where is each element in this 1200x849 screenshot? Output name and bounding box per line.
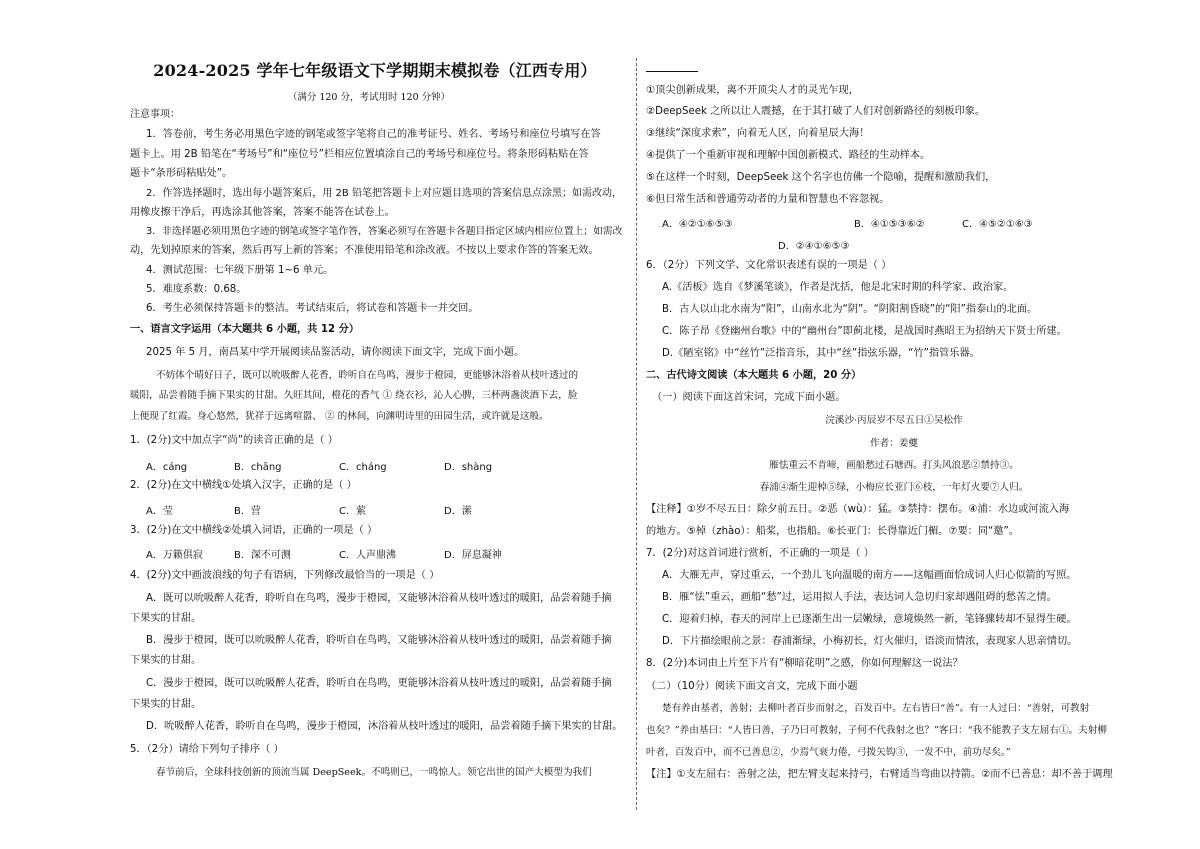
sentence-item: ①顶尖创新成果，离不开顶尖人才的灵光乍现， [646,85,859,96]
annotation-line: 【注释】①岁不尽五日：除夕前五日。②恶（wù）：猛。③禁持：摆布。④浦：水边或河流入海 [646,504,1070,515]
option[interactable]: A．大雁无声，穿过重云，一个劲儿飞向温暖的南方——这幅画面恰成词人归心似箭的写照。 [662,570,1077,581]
annotation-line: 【注】①支左屈右：善射之法，把左臂支起来持弓，右臂适当弯曲以持箭。②而不已善息：却不善于调理 [646,769,1113,780]
option[interactable]: A．莹 [146,506,173,517]
part-heading: （二）（10分）阅读下面文言文，完成下面小题 [646,681,858,692]
option[interactable]: A．万籁俱寂 [146,550,203,561]
option-cont: 下果实的甘甜。 [130,613,202,624]
sentence-item: ③继续“深度求索”，向着无人区，向着星辰大海！ [646,128,870,139]
notice-line: 题卡“条形码粘贴处”。 [130,168,233,179]
notice-line: 用橡皮擦干净后，再选涂其他答案，答案不能答在试卷上。 [130,207,395,218]
option[interactable]: B．雁“怯”重云，画船“愁”过，运用拟人手法，表达词人急切归家却遇阻碍的愁苦之情。 [662,592,1057,603]
poem-author: 作者：姜夔 [870,438,918,449]
option[interactable]: B．④①⑤③⑥② [854,219,925,230]
option[interactable]: D．shàng [444,462,493,473]
notice-line: 3．非选择题必须用黑色字迹的钢笔或签字笔作答，答案必须写在答题卡各题目指定区域内相应位置上；如需改 [146,226,623,237]
option[interactable]: B．古人以山北水南为“阳”，山南水北为“阴”。“阴阳割昏晓”的“阳”指泰山的北面。 [662,304,1038,315]
section-heading: 一、语言文字运用（本大题共 6 小题，共 12 分） [130,324,360,335]
column-divider [636,58,637,810]
sentence-item: ⑥但日常生活和普通劳动者的力量和智慧也不容忽视。 [646,194,890,205]
option[interactable]: D．屏息凝神 [444,550,502,561]
part-heading: （一）阅读下面这首宋词，完成下面小题。 [652,392,846,403]
option-cont: 下果实的甘甜。 [130,699,202,710]
sentence-item: ⑤在这样一个时刻，DeepSeek 这个名字也仿佛一个隐喻，提醒和激励我们， [646,172,996,183]
option[interactable]: D.《陋室铭》中“丝竹”泛指音乐，其中“丝”指弦乐器，“竹”指管乐器。 [662,348,980,359]
question-stem: 6．（2分）下列文学、文化常识表述有误的一项是（ ） [646,260,892,271]
option[interactable]: C．漫步于橙园，既可以吮吸醉人花香，聆听自在鸟鸣，更能够沐浴着从枝叶透过的暖阳，品尝着随手摘 [146,678,612,689]
option[interactable]: C．迎着归棹，春天的河岸上已逐渐生出一层嫩绿，意境焕然一新，笔锋骤转却不显得生硬。 [662,614,1077,625]
option[interactable]: C．cháng [339,462,387,473]
option[interactable]: D．②④①⑥⑤③ [778,241,850,252]
option[interactable]: A．既可以吮吸醉人花香，聆听自在鸟鸣，漫步于橙园，又能够沐浴着从枝叶透过的暖阳，品尝着随手摘 [146,593,612,604]
option[interactable]: C．④⑤②①⑥③ [962,219,1033,230]
option-cont: 下果实的甘甜。 [130,655,202,666]
poem-line: 春浦④渐生迎棹⑤绿，小梅应长亚门⑥枝，一年灯火要⑦人归。 [759,482,1029,493]
section-heading: 二、古代诗文阅读（本大题共 6 小题，20 分） [646,370,862,381]
option[interactable]: C．萦 [339,506,366,517]
question-stem: 1．(2分)文中加点字“尚”的读音正确的是（ ） [130,435,338,446]
page-subtitle: （满分 120 分，考试用时 120 分钟） [287,92,451,103]
question-stem: 4．(2分)文中画波浪线的句子有语病，下列修改最恰当的一项是（ ） [130,570,440,581]
notice-heading: 注意事项： [130,109,180,120]
option[interactable]: A.《活板》选自《梦溪笔谈》，作者是沈括，他是北宋时期的科学家、政治家。 [662,282,1014,293]
notice-line: 4．测试范围：七年级下册第 1~6 单元。 [146,265,334,276]
question-stem: 2．(2分)在文中横线①处填入汉字，正确的是（ ） [130,480,357,491]
passage-line: 上便现了红霞。身心悠然，犹祥于远离喧嚣、 ② 的林间，向渊明诗里的田园生活，或许就是这般。 [130,411,549,422]
option[interactable]: B．深不可测 [234,550,291,561]
classical-text-line: 叶者，百发百中，而不已善息②，少焉气衰力倦，弓拨矢钩③，一发不中，前功尽矣。” [646,747,1011,758]
question-stem: 8．(2分)本词由上片至下片有“柳暗花明”之感，你如何理解这一说法？ [646,658,963,669]
question-stem: 5．（2分）请给下列句子排序（ ） [130,744,284,755]
passage-line: 暖阳，品尝着随手摘下果实的甘甜。久旺其间，橙花的香气 ① 绕衣衫，沁人心脾，三杯两盏淡酒下去，脸 [130,390,578,401]
annotation-line: 的地方。⑤棹（zhào）：船桨，也指船。⑥长亚门：长得靠近门楣。⑦要：同“邀”。 [646,526,1019,537]
answer-blank-line [646,71,698,72]
option[interactable]: B．漫步于橙园，既可以吮吸醉人花香，聆听自在鸟鸣，又能够沐浴着从枝叶透过的暖阳，品尝着随手摘 [146,635,612,646]
poem-title: 浣溪沙·丙辰岁不尽五日①吴松作 [825,415,963,426]
notice-line: 5．难度系数：0.68。 [146,284,247,295]
option[interactable]: C．人声鼎沸 [339,550,396,561]
question-stem: 7．(2分)对这首词进行赏析，不正确的一项是（ ） [646,548,874,559]
sentence-item: ④提供了一个重新审视和理解中国创新模式、路径的生动样本。 [646,150,931,161]
notice-line: 题卡上。用 2B 铅笔在“考场号”和“座位号”栏相应位置填涂自己的考场号和座位号。将条形码粘贴在答 [130,149,589,160]
passage-line: 春节前后，全球科技创新的顶流当属 DeepSeek。不鸣则已，一鸣惊人。领它出世的国产大模型为我们 [156,767,592,778]
page-title: 2024-2025 学年七年级语文下学期期末模拟卷（江西专用） [153,61,597,80]
notice-line: 2．作答选择题时，选出每小题答案后，用 2B 铅笔把答题卡上对应题目选项的答案信息点涂黑；如需改动， [146,188,622,199]
option[interactable]: B．营 [234,506,261,517]
passage-line: 不妨体个晴好日子，既可以吮吸醉人花香，聆听自在鸟鸣，漫步于橙园，更能够沐浴着从枝叶透过的 [156,370,579,381]
question-stem: 3．(2分)在文中横线②处填入词语，正确的一项是（ ） [130,525,378,536]
option[interactable]: D．吮吸醉人花香，聆听自在鸟鸣，漫步于橙园，沐浴着从枝叶透过的暖阳，品尝着随手摘下果实的甘甜。 [146,721,623,732]
option[interactable]: A．④②①⑥⑤③ [662,219,733,230]
classical-text-line: 也矣？”养由基曰：“人皆曰善，子乃曰可教射，子何不代我射之也？”客曰：“我不能教子支左屈右①。夫射柳 [646,725,1107,736]
option[interactable]: B．chāng [234,462,282,473]
option[interactable]: C．陈子昂《登幽州台歌》中的“幽州台”即蓟北楼，是战国时燕昭王为招纳天下贤士所建。 [662,326,1067,337]
notice-line: 动，先划掉原来的答案，然后再写上新的答案；不准使用铅笔和涂改液。不按以上要求作答的答案无效。 [130,245,599,256]
poem-line: 雁怯重云不肯啼，画船愁过石塘西。打头风浪恶②禁持③。 [769,460,1019,471]
notice-line: 1．答卷前，考生务必用黑色字迹的钢笔或签字笔将自己的准考证号、姓名、考场号和座位号填写在答 [146,129,601,140]
option[interactable]: A．cáng [146,462,188,473]
option[interactable]: D．潆 [444,506,472,517]
intro-text: 2025 年 5 月，南昌某中学开展阅读品鉴活动，请你阅读下面文字，完成下面小题。 [146,347,525,358]
classical-text-line: 楚有养由基者，善射；去柳叶者百步而射之，百发百中。左右皆曰“善”。有一人过曰：“善射，可教射 [662,703,1090,714]
option[interactable]: D．下片描绘眼前之景：春浦渐绿，小梅初长，灯火催归，语淡而情浓，表现家人思亲情切。 [662,636,1078,647]
sentence-item: ②DeepSeek 之所以让人震撼，在于其打破了人们对创新路径的刻板印象。 [646,106,986,117]
notice-line: 6．考生必须保持答题卡的整洁。考试结束后，将试卷和答题卡一并交回。 [146,303,479,314]
